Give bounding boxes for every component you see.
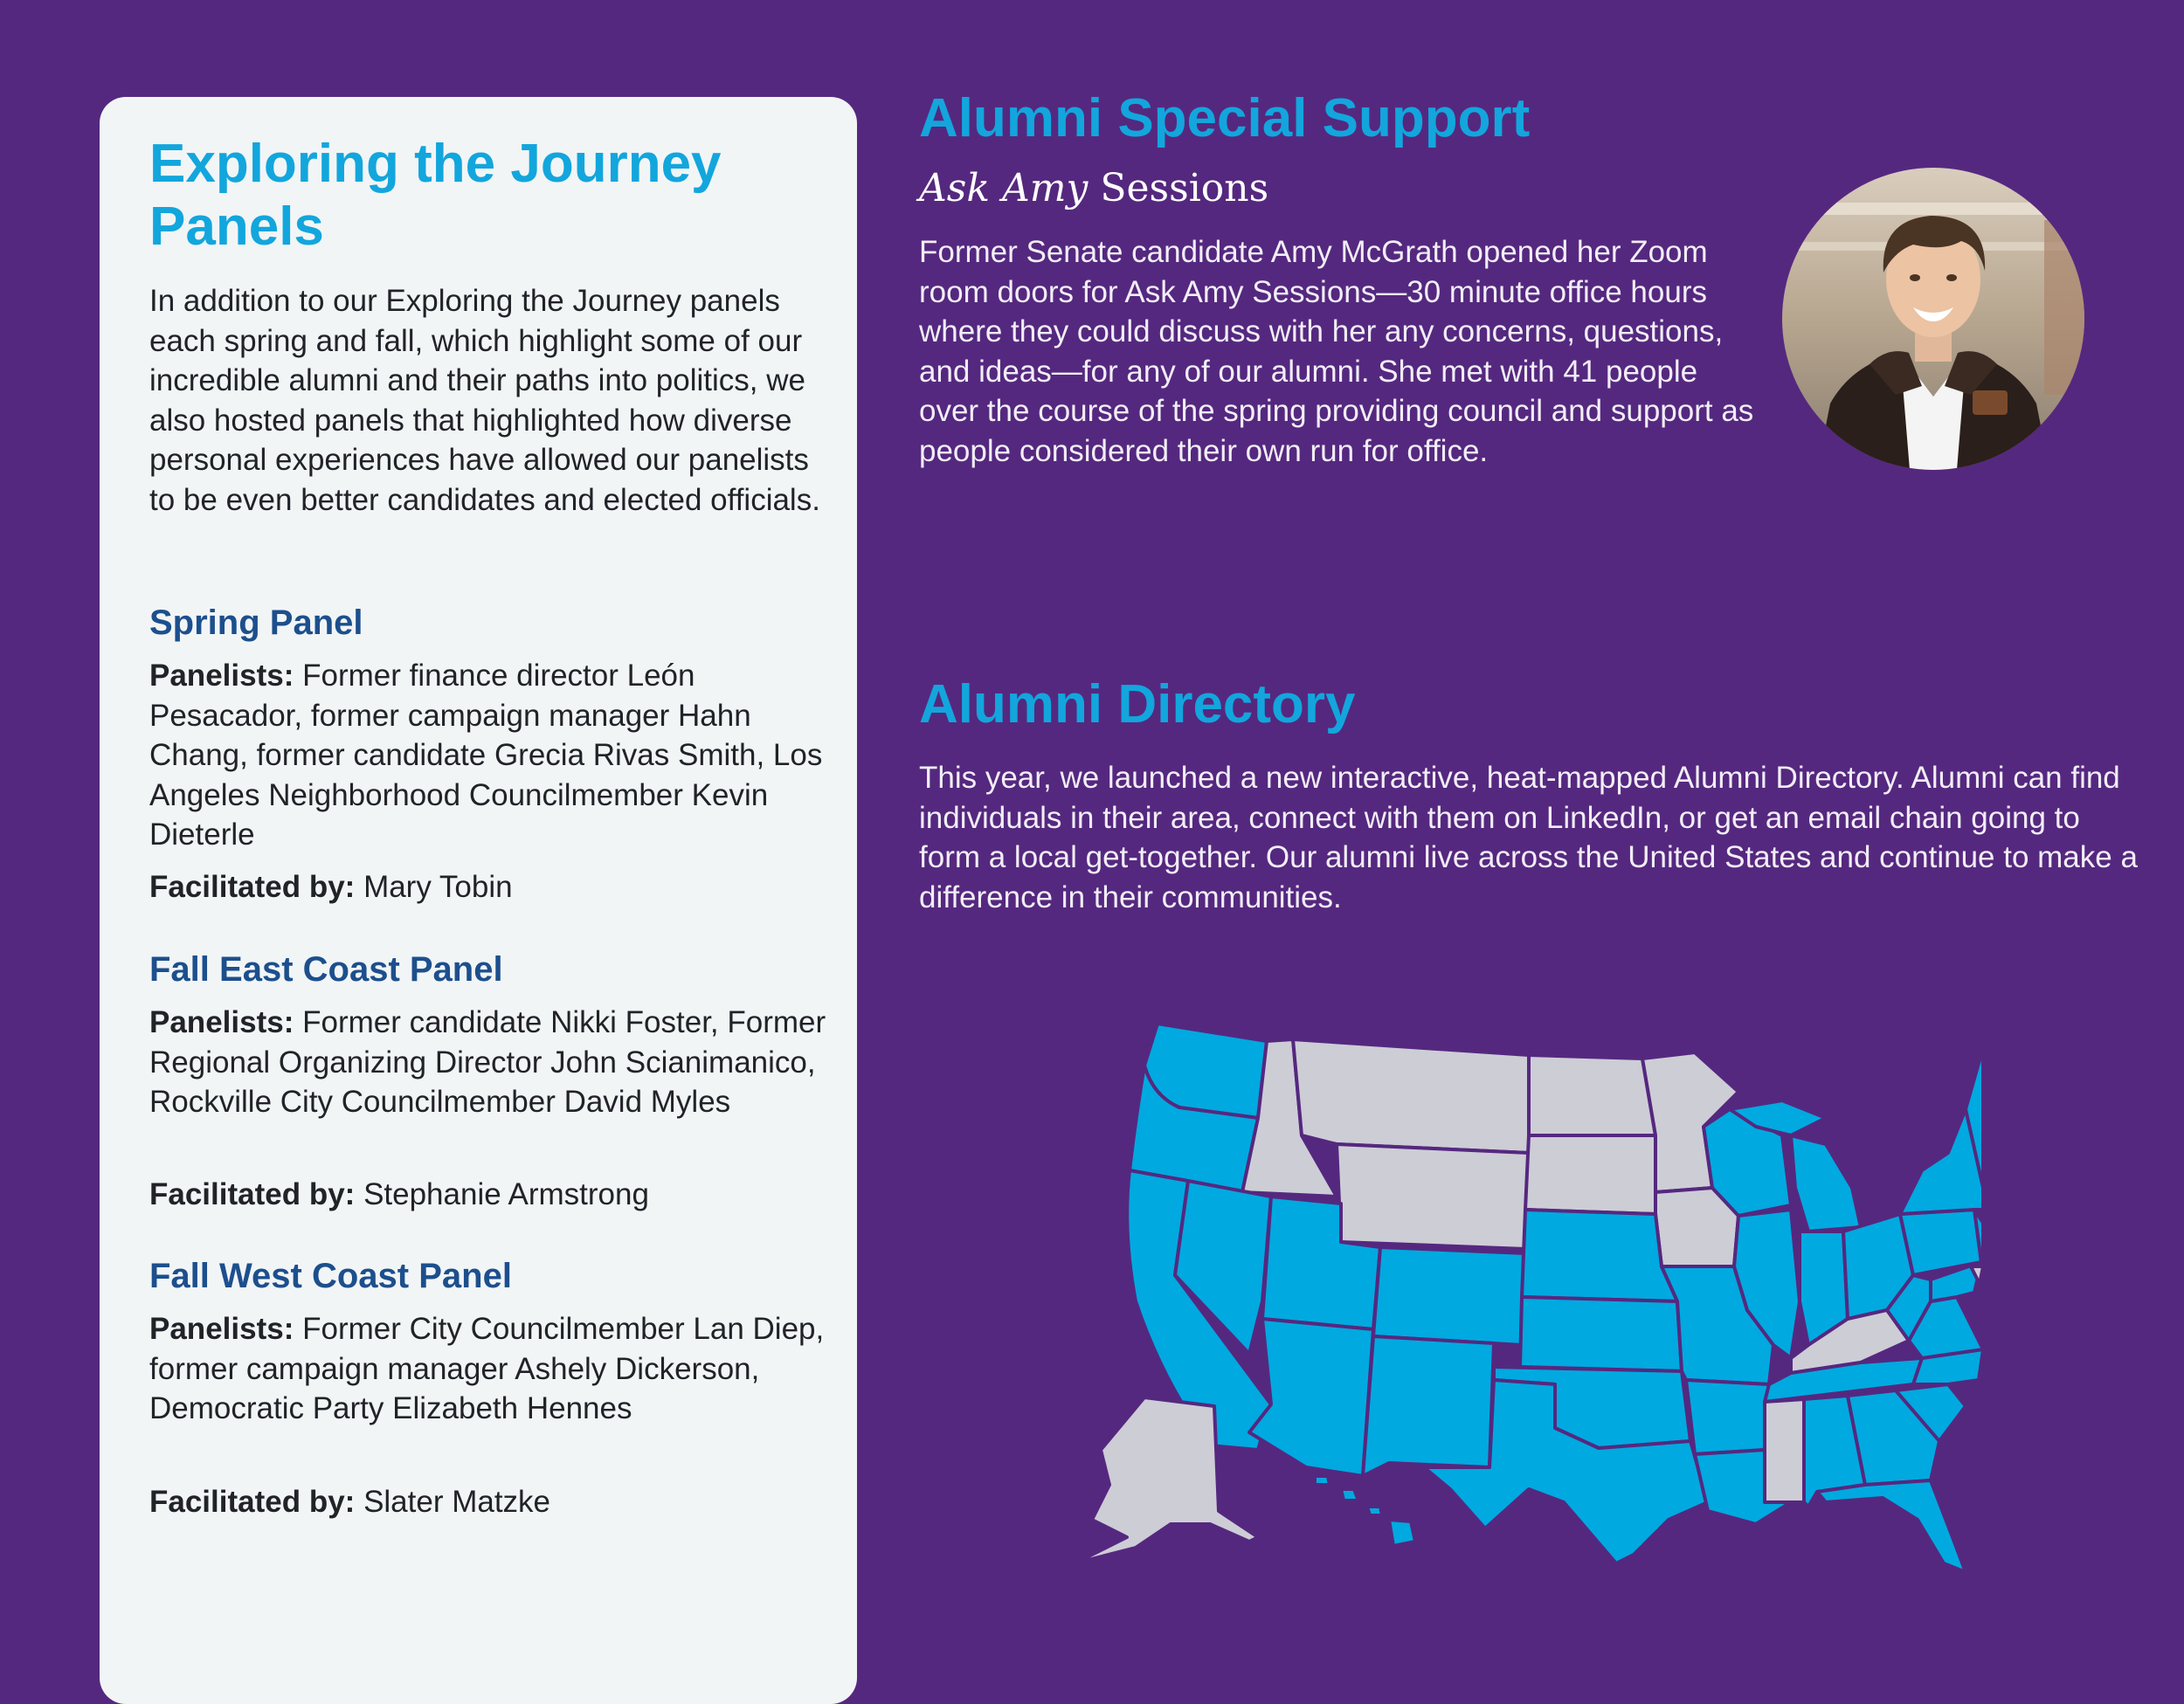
panels-title: Exploring the Journey Panels bbox=[149, 134, 722, 257]
facilitator-label: Facilitated by: bbox=[149, 1485, 356, 1519]
spring-facilitator bbox=[149, 867, 831, 907]
spring-panel-heading: Spring Panel bbox=[149, 604, 363, 642]
panelists-label: Panelists: bbox=[149, 1005, 294, 1039]
map-state-wyoming bbox=[1337, 1144, 1529, 1249]
panelists-names: Former City Councilmember Lan Diep, former campaign manager Ashely Dickerson, Democratic Party Elizabeth Hennes bbox=[149, 1312, 825, 1425]
fall-west-facilitator bbox=[149, 1482, 831, 1522]
us-alumni-map bbox=[1040, 1013, 1983, 1572]
panelists-names: Former finance director León Pesacador, former campaign manager Hahn Chang, former candidate Grecia Rivas Smith, Los Angeles Neighborhood Councilmember Kevin Dieterle bbox=[149, 659, 823, 852]
special-support-title: Alumni Special Support bbox=[919, 88, 1531, 148]
facilitator-name: Stephanie Armstrong bbox=[363, 1177, 649, 1211]
panelists-label: Panelists: bbox=[149, 659, 294, 693]
fall-west-panel-heading: Fall West Coast Panel bbox=[149, 1257, 512, 1295]
facilitator-label: Facilitated by: bbox=[149, 870, 356, 904]
panelists-names: Former candidate Nikki Foster, Former Regional Organizing Director John Scianimanico, Rockville City Councilmember David Myles bbox=[149, 1005, 826, 1119]
facilitator-name: Mary Tobin bbox=[363, 870, 513, 904]
fall-east-facilitator bbox=[149, 1175, 831, 1215]
facilitator-label: Facilitated by: bbox=[149, 1177, 356, 1211]
map-state-florida bbox=[1817, 1480, 1966, 1572]
map-state-south-dakota bbox=[1525, 1135, 1655, 1214]
map-state-colorado bbox=[1373, 1247, 1525, 1345]
facilitator-name: Slater Matzke bbox=[363, 1485, 551, 1519]
panels-intro: In addition to our Exploring the Journey panels each spring and fall, which highlight some of our incredible alumni and their paths into politics, we also hosted panels that highlighted how diverse personal experiences have allowed our panelists to be even better candidates and elected officials. bbox=[149, 284, 820, 517]
map-state-nebraska bbox=[1522, 1210, 1677, 1301]
map-state-mississippi bbox=[1765, 1399, 1804, 1502]
directory-title: Alumni Directory bbox=[919, 674, 1356, 735]
map-state-michigan bbox=[1791, 1135, 1861, 1231]
map-state-north-dakota bbox=[1529, 1055, 1655, 1135]
amy-portrait-photo bbox=[1782, 168, 2084, 470]
directory-body: This year, we launched a new interactive, heat-mapped Alumni Directory. Alumni can find individuals in their area, connect with them on LinkedIn, or get an email chain going to form a local get-together. Our alumni live across the United States and continue to make a difference in their communities. bbox=[919, 761, 2138, 914]
panelists-label: Panelists: bbox=[149, 1312, 294, 1346]
fall-west-panelists bbox=[149, 1309, 831, 1429]
map-state-montana bbox=[1293, 1039, 1529, 1153]
map-state-hawaii bbox=[1315, 1476, 1415, 1546]
map-state-arkansas bbox=[1686, 1380, 1769, 1454]
ask-amy-italic: Ask Amy bbox=[919, 166, 1089, 210]
sessions-word: Sessions bbox=[1088, 166, 1269, 210]
spring-panelists bbox=[149, 656, 831, 855]
map-state-kansas bbox=[1520, 1297, 1682, 1371]
fall-east-panel-heading: Fall East Coast Panel bbox=[149, 950, 503, 989]
fall-east-panelists bbox=[149, 1003, 831, 1122]
map-state-new-mexico bbox=[1363, 1336, 1494, 1476]
special-support-body: Former Senate candidate Amy McGrath opened her Zoom room doors for Ask Amy Sessions—30 minute office hours where they could discuss with her any concerns, questions, and ideas—for any of our alumni. She met with 41 people over the course of the spring providing council and support as people considered their own run for office. bbox=[919, 235, 1754, 468]
ask-amy-subtitle bbox=[919, 164, 1268, 213]
